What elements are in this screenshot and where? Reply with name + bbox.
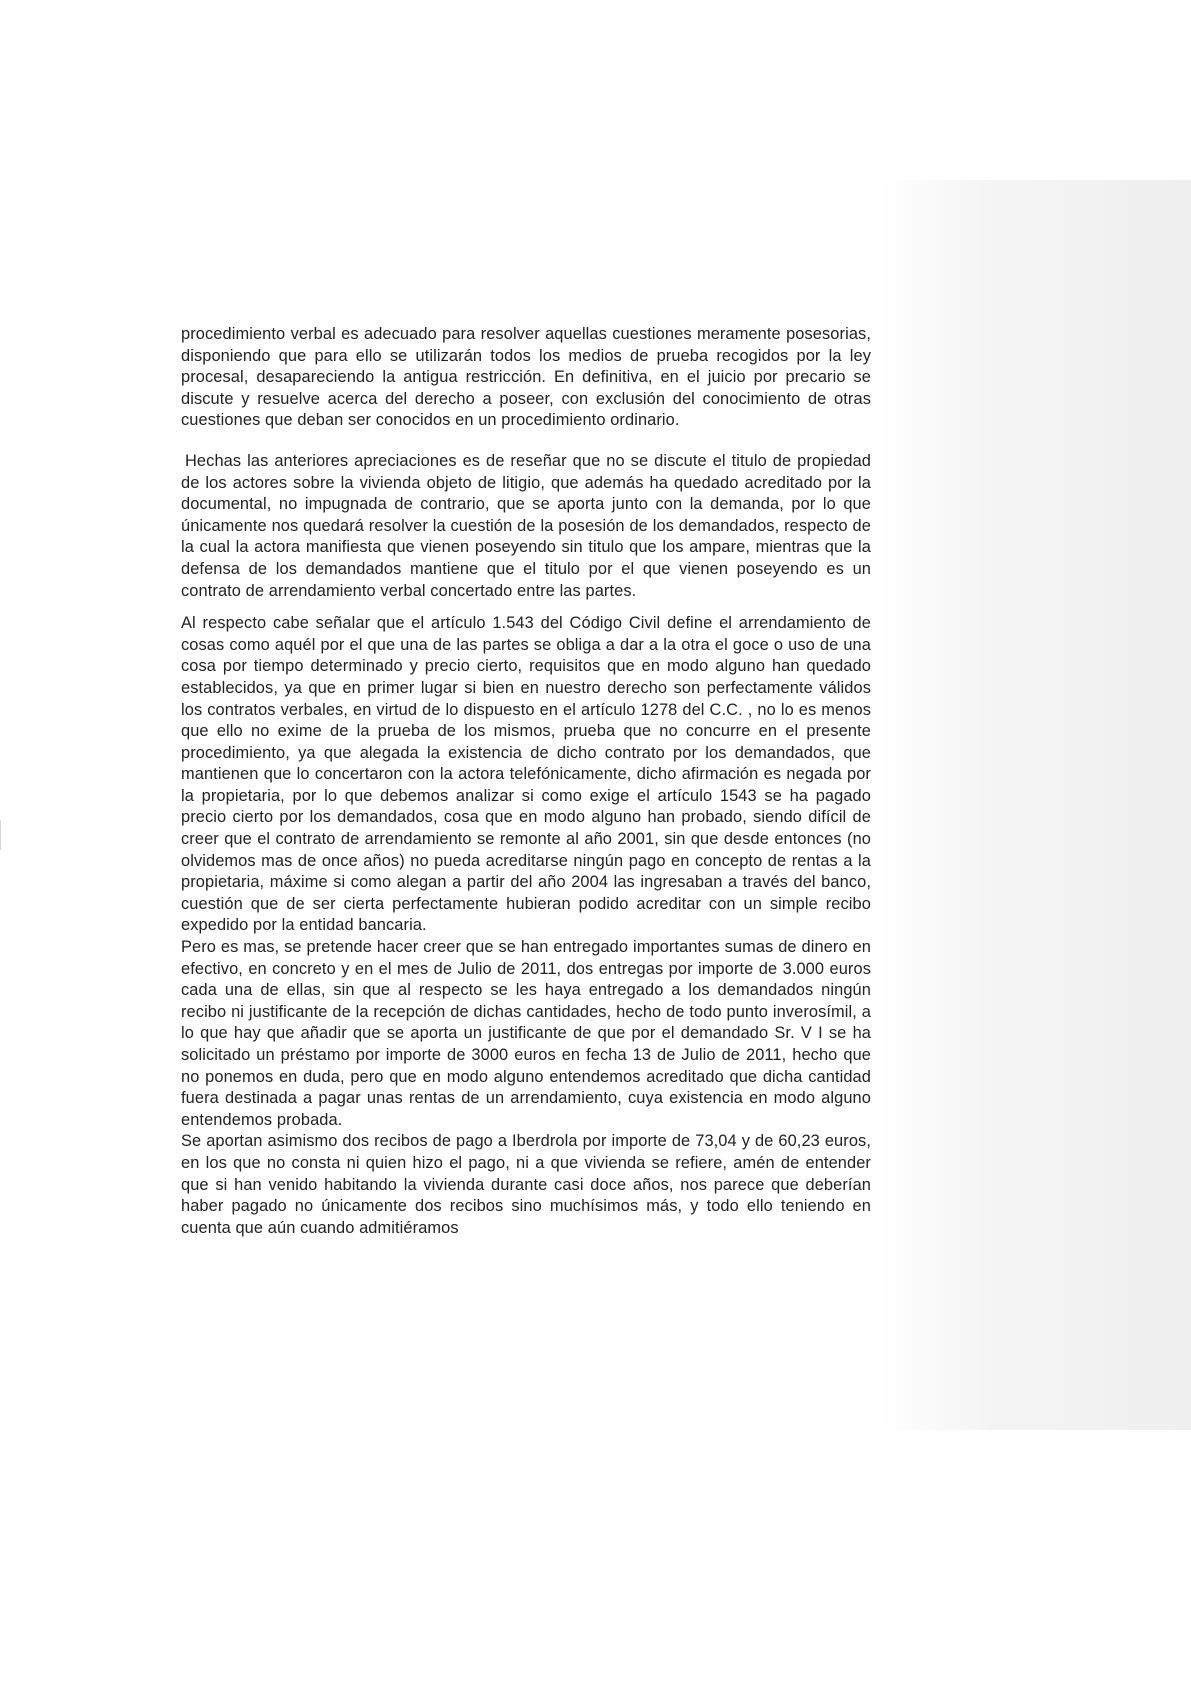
scan-shadow xyxy=(880,180,1191,1430)
paragraph-titulo-propiedad: Hechas las anteriores apreciaciones es de reseñar que no se discute el titulo de propiedad de los actores sobre la vivienda objeto de litigio, que además ha quedado acreditado por la documental, no impugnada de contrario, que se aporta junto con la demanda, por lo que únicamente nos quedará resolver la cuestión de la posesión de los demandados, respecto de la cual la actora manifiesta que vienen poseyendo sin titulo que los ampare, mientras que la defensa de los demandados mantiene que el titulo por el que vienen poseyendo es un contrato de arrendamiento verbal concertado entre las partes. xyxy=(181,451,871,600)
document-body xyxy=(181,324,871,1239)
paragraph-posesorio: procedimiento verbal es adecuado para resolver aquellas cuestiones meramente posesorias, disponiendo que para ello se utilizarán todos los medios de prueba recogidos por la ley procesal, desapareciendo la antigua restricción. En definitiva, en el juicio por precario se discute y resuelve acerca del derecho a poseer, con exclusión del conocimiento de otras cuestiones que deban ser conocidos en un procedimiento ordinario. xyxy=(181,325,871,430)
paragraph-articulo-1543: Al respecto cabe señalar que el artículo 1.543 del Código Civil define el arrendamiento de cosas como aquél por el que una de las partes se obliga a dar a la otra el goce o uso de una cosa por tiempo determinado y precio cierto, requisitos que en modo alguno han quedado establecidos, ya que en primer lugar si bien en nuestro derecho son perfectamente válidos los contratos verbales, en virtud de lo dispuesto en el artículo 1278 del C.C. , no lo es menos que ello no exime de la prueba de los mismos, prueba que no concurre en el presente procedimiento, ya que alegada la existencia de dicho contrato por los demandados, que mantienen que lo concertaron con la actora telefónicamente, dicho afirmación es negada por la propietaria, por lo que debemos analizar si como exige el artículo 1543 se ha pagado precio cierto por los demandados, cosa que en modo alguno han probado, siendo difícil de creer que el contrato de arrendamiento se remonte al año 2001, sin que desde entonces (no olvidemos mas de once años) no pueda acreditarse ningún pago en concepto de rentas a la propietaria, máxime si como alegan a partir del año 2004 las ingresaban a través del banco, cuestión que de ser cierta perfectamente hubieran podido acreditar con un simple recibo expedido por la entidad bancaria. xyxy=(181,614,871,935)
scan-edge-mark xyxy=(0,820,1,850)
paragraph-entregas-dinero: Pero es mas, se pretende hacer creer que se han entregado importantes sumas de dinero en efectivo, en concreto y en el mes de Julio de 2011, dos entregas por importe de 3.000 euros cada una de ellas, sin que al respecto se les haya entregado a los demandados ningún recibo ni justificante de la recepción de dichas cantidades, hecho de todo punto inverosímil, a lo que hay que añadir que se aporta un justificante de que por el demandado Sr. V I se ha solicitado un préstamo por importe de 3000 euros en fecha 13 de Julio de 2011, hecho que no ponemos en duda, pero que en modo alguno entendemos acreditado que dicha cantidad fuera destinada a pagar unas rentas de un arrendamiento, cuya existencia en modo alguno entendemos probada. xyxy=(181,938,871,1129)
paragraph-recibos-iberdrola: Se aportan asimismo dos recibos de pago a Iberdrola por importe de 73,04 y de 60,23 euros, en los que no consta ni quien hizo el pago, ni a que vivienda se refiere, amén de entender que si han venido habitando la vivienda durante casi doce años, nos parece que deberían haber pagado no únicamente dos recibos sino muchísimos más, y todo ello teniendo en cuenta que aún cuando admitiéramos xyxy=(181,1132,871,1237)
